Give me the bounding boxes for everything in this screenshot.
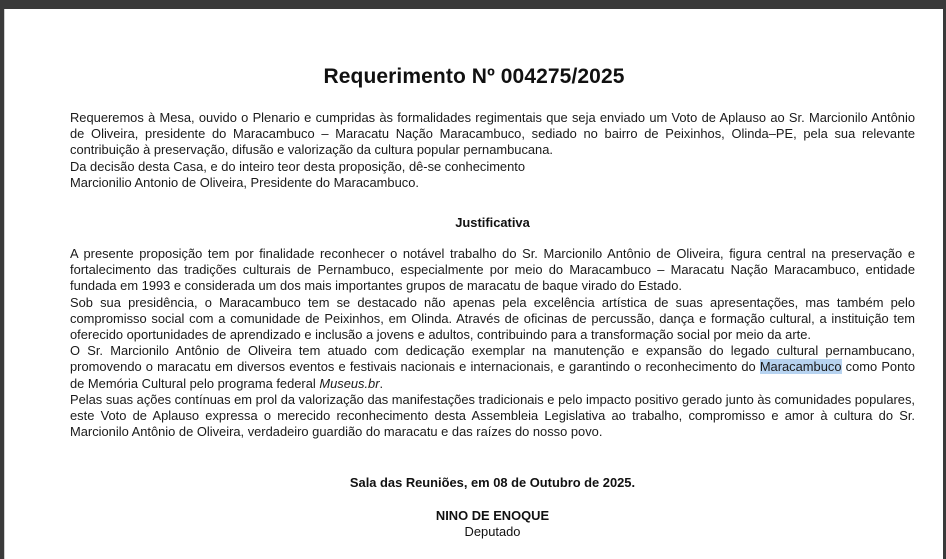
intro-section xyxy=(70,110,915,191)
signer-name: NINO DE ENOQUE xyxy=(435,508,550,523)
body-text: O Sr. Marcionilo Antônio de Oliveira tem atuado com dedicação exemplar na manutenção e expansão do legado cultural pernambucano, promovendo o maracatu em diversos eventos e festivais nacionais e internacionais, e garantindo o reconhecimento do xyxy=(70,343,915,375)
signature-block xyxy=(70,508,915,540)
justification-body xyxy=(70,246,915,440)
italic-text: Museus.br xyxy=(319,375,380,391)
section-heading: Justificativa xyxy=(455,215,530,230)
body-text: como Ponto de Memória Cultural pelo programa federal xyxy=(70,359,916,391)
body-text: . xyxy=(379,375,384,391)
body-paragraph: Sob sua presidência, o Maracambuco tem se destacado não apenas pela excelência artística de suas apresentações, mas também pelo compromisso social com a comunidade de Peixinhos, em Olinda. Através de oficinas de percussão, dança e formação cultural, a instituição tem oferecido oportunidades de aprendizado e inclusão a jovens e adultos, contribuindo para a transformação social por meio da arte. xyxy=(70,294,915,343)
intro-line: Marcionilio Antonio de Oliveira, Presidente do Maracambuco. xyxy=(70,174,419,190)
intro-line: Da decisão desta Casa, e do inteiro teor desta proposição, dê-se conhecimento xyxy=(70,158,526,174)
body-paragraph xyxy=(70,343,915,392)
viewer-top-bar xyxy=(0,0,946,9)
document-page xyxy=(4,9,943,559)
selected-text[interactable]: Maracambuco xyxy=(759,359,842,375)
body-paragraph: Pelas suas ações contínuas em prol da valorização das manifestações tradicionais e pelo impacto positivo gerado junto às comunidades populares, este Voto de Aplauso expressa o merecido reconhecimento desta Assembleia Legislativa ao trabalho, compromisso e amor à cultura do Sr. Marcionilo Antônio de Oliveira, verdadeiro guardião do maracatu e das raízes do nosso povo. xyxy=(70,391,915,440)
signer-role: Deputado xyxy=(464,524,521,540)
document-title: Requerimento Nº 004275/2025 xyxy=(323,65,625,88)
session-date: Sala das Reuniões, em 08 de Outubro de 2025. xyxy=(349,475,636,490)
intro-paragraph: Requeremos à Mesa, ouvido o Plenario e cumpridas às formalidades regimentais que seja enviado um Voto de Aplauso ao Sr. Marcionilo Antônio de Oliveira, presidente do Maracambuco – Maracatu Nação Maracambuco, sediado no bairro de Peixinhos, Olinda–PE, pela sua relevante contribuição à preservação, difusão e valorização da cultura popular pernambucana. xyxy=(70,110,915,158)
body-paragraph: A presente proposição tem por finalidade reconhecer o notável trabalho do Sr. Marcionilo Antônio de Oliveira, figura central na preservação e fortalecimento das tradições culturais de Pernambuco, especialmente por meio do Maracambuco – Maracatu Nação Maracambuco, entidade fundada em 1993 e considerada um dos mais importantes grupos de maracatu de baque virado do Estado. xyxy=(70,246,915,294)
